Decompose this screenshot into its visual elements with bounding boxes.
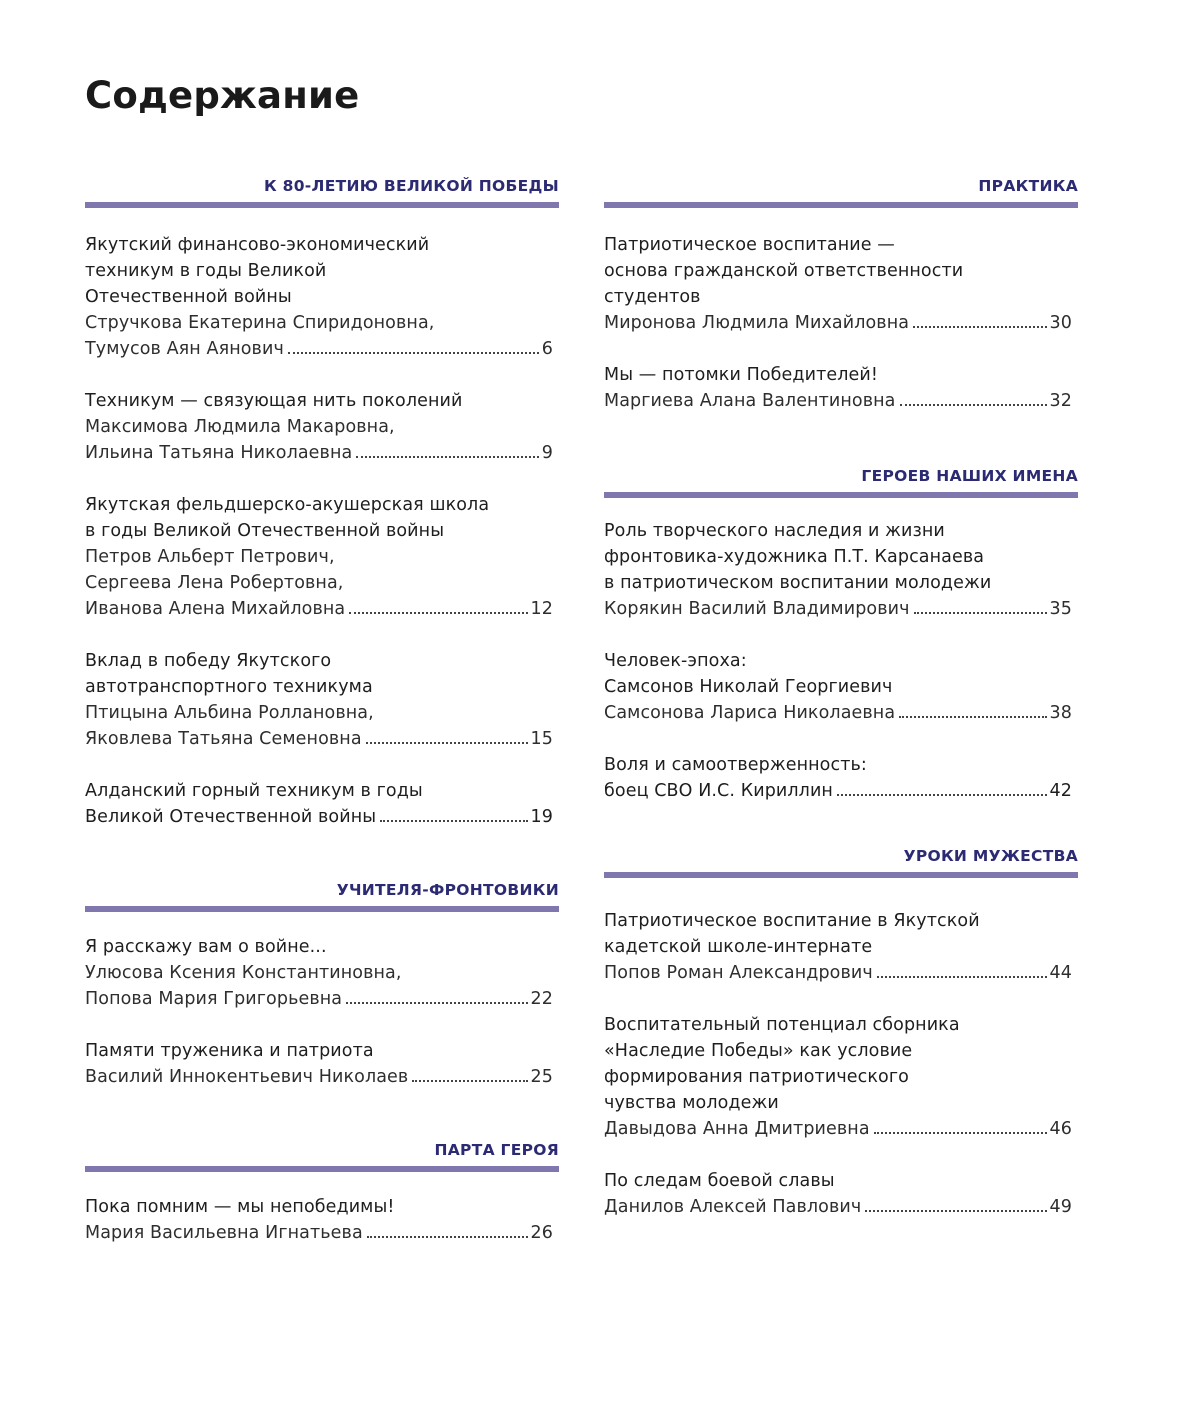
entry-leader-line: [604, 960, 1072, 986]
toc-entry[interactable]: [604, 1012, 1078, 1142]
entry-title-line: Якутская фельдшерско-акушерская школа: [85, 495, 490, 515]
dot-leader: [349, 612, 527, 614]
entry-title-line: Патриотическое воспитание в Якутской: [604, 911, 980, 931]
entry-author-line: Маргиева Алана Валентиновна: [604, 391, 896, 411]
page-number[interactable]: 38: [1049, 703, 1072, 723]
toc-entry[interactable]: [85, 778, 559, 830]
entry-title-line: Мы — потомки Победителей!: [604, 365, 878, 385]
dot-leader: [366, 742, 528, 744]
entry-title-line: автотранспортного техникума: [85, 677, 373, 697]
entry-title-line: Самсонов Николай Георгиевич: [604, 677, 893, 697]
page-number[interactable]: 42: [1049, 781, 1072, 801]
entry-author-line: Улюсова Ксения Константиновна,: [85, 963, 402, 983]
section-heading: ПРАКТИКА: [978, 177, 1078, 195]
entry-author-line: Миронова Людмила Михайловна: [604, 313, 910, 333]
dot-leader: [288, 352, 539, 354]
toc-entry[interactable]: [604, 232, 1078, 336]
dot-leader: [412, 1080, 527, 1082]
entry-title-line: Техникум — связующая нить поколений: [85, 391, 463, 411]
entry-author-line: Данилов Алексей Павлович: [604, 1197, 862, 1217]
entry-author-line: Самсонова Лариса Николаевна: [604, 703, 896, 723]
entry-title-line: «Наследие Победы» как условие: [604, 1041, 913, 1061]
entry-leader-line: [85, 1064, 553, 1090]
entry-title-line: Пока помним — мы непобедимы!: [85, 1197, 395, 1217]
page-number[interactable]: 12: [530, 599, 553, 619]
entry-leader-line: [604, 310, 1072, 336]
entry-leader-line: [85, 596, 553, 622]
entry-title-line: По следам боевой славы: [604, 1171, 835, 1191]
entry-leader-line: [604, 388, 1072, 414]
dot-leader: [877, 976, 1047, 978]
entry-leader-line: [604, 1194, 1072, 1220]
page-number[interactable]: 9: [541, 443, 553, 463]
page-number[interactable]: 49: [1049, 1197, 1072, 1217]
entry-leader-line: [85, 336, 553, 362]
toc-entry[interactable]: [604, 752, 1078, 804]
entry-author-line: Максимова Людмила Макаровна,: [85, 417, 395, 437]
section-divider-bar: [85, 1166, 559, 1172]
dot-leader: [913, 326, 1046, 328]
entry-title-line: Алданский горный техникум в годы: [85, 781, 423, 801]
section-header: [604, 176, 1078, 208]
page-number[interactable]: 32: [1049, 391, 1072, 411]
section-divider-bar: [604, 492, 1078, 498]
section-header: [604, 466, 1078, 498]
dot-leader: [914, 612, 1047, 614]
dot-leader: [900, 404, 1047, 406]
dot-leader: [837, 794, 1047, 796]
entry-author-line: Яковлева Татьяна Семеновна: [85, 729, 362, 749]
entry-author-line: Тумусов Аян Аянович: [85, 339, 284, 359]
toc-entry[interactable]: [604, 908, 1078, 986]
entry-title-line: Памяти труженика и патриота: [85, 1041, 374, 1061]
section-heading: ГЕРОЕВ НАШИХ ИМЕНА: [861, 467, 1078, 485]
toc-entry[interactable]: [85, 648, 559, 752]
entry-title-line: формирования патриотического: [604, 1067, 909, 1087]
entry-title-line: техникум в годы Великой: [85, 261, 327, 281]
section-header: [85, 1140, 559, 1172]
entry-title-line: в патриотическом воспитании молодежи: [604, 573, 992, 593]
toc-entry[interactable]: [85, 232, 559, 362]
dot-leader: [865, 1210, 1046, 1212]
toc-entry[interactable]: [85, 1038, 559, 1090]
page-number[interactable]: 30: [1049, 313, 1072, 333]
page-number[interactable]: 15: [530, 729, 553, 749]
page-number[interactable]: 44: [1049, 963, 1072, 983]
toc-entry[interactable]: [85, 1194, 559, 1246]
section-divider-bar: [604, 202, 1078, 208]
entry-leader-line: [85, 804, 553, 830]
entry-title-line: студентов: [604, 287, 701, 307]
page-number[interactable]: 35: [1049, 599, 1072, 619]
toc-entry[interactable]: [604, 518, 1078, 622]
toc-entry[interactable]: [85, 492, 559, 622]
entry-title-line: Якутский финансово-экономический: [85, 235, 430, 255]
toc-entry[interactable]: [604, 1168, 1078, 1220]
entry-author-line: Попова Мария Григорьевна: [85, 989, 343, 1009]
page-number[interactable]: 19: [530, 807, 553, 827]
toc-entry[interactable]: [604, 362, 1078, 414]
dot-leader: [874, 1132, 1047, 1134]
page-number[interactable]: 25: [530, 1067, 553, 1087]
entry-author-line: Петров Альберт Петрович,: [85, 547, 335, 567]
entry-title-line: фронтовика-художника П.Т. Карсанаева: [604, 547, 985, 567]
page-number[interactable]: 46: [1049, 1119, 1072, 1139]
entry-title-line: Вклад в победу Якутского: [85, 651, 332, 671]
entry-leader-line: [85, 1220, 553, 1246]
entry-leader-line: [604, 700, 1072, 726]
section-header: [604, 846, 1078, 878]
entry-leader-line: [85, 440, 553, 466]
entry-title-line: в годы Великой Отечественной войны: [85, 521, 445, 541]
dot-leader: [899, 716, 1046, 718]
dot-leader: [367, 1236, 528, 1238]
entry-leader-line: [604, 778, 1072, 804]
toc-entry[interactable]: [604, 648, 1078, 726]
entry-author-line: Сергеева Лена Робертовна,: [85, 573, 344, 593]
entry-author-line: Иванова Алена Михайловна: [85, 599, 346, 619]
section-heading: УЧИТЕЛЯ-ФРОНТОВИКИ: [336, 881, 559, 899]
toc-entry[interactable]: [85, 388, 559, 466]
entry-title-line: Отечественной войны: [85, 287, 292, 307]
entry-author-line: Птицына Альбина Роллановна,: [85, 703, 374, 723]
page-title: Содержание: [85, 74, 360, 117]
section-heading: К 80-ЛЕТИЮ ВЕЛИКОЙ ПОБЕДЫ: [263, 177, 559, 195]
entry-title-line: Человек-эпоха:: [604, 651, 747, 671]
entry-leader-line: [85, 726, 553, 752]
entry-title-line: боец СВО И.С. Кириллин: [604, 781, 833, 801]
section-heading: ПАРТА ГЕРОЯ: [434, 1141, 559, 1159]
entry-author-line: Василий Иннокентьевич Николаев: [85, 1067, 409, 1087]
entry-leader-line: [85, 986, 553, 1012]
entry-title-line: чувства молодежи: [604, 1093, 779, 1113]
page-number[interactable]: 22: [530, 989, 553, 1009]
entry-title-line: Патриотическое воспитание —: [604, 235, 895, 255]
entry-title-line: основа гражданской ответственности: [604, 261, 964, 281]
entry-title-line: Воспитательный потенциал сборника: [604, 1015, 960, 1035]
section-divider-bar: [85, 906, 559, 912]
section-header: [85, 176, 559, 208]
section-heading: УРОКИ МУЖЕСТВА: [903, 847, 1078, 865]
section-divider-bar: [604, 872, 1078, 878]
entry-author-line: Давыдова Анна Дмитриевна: [604, 1119, 870, 1139]
entry-title-line: Воля и самоотверженность:: [604, 755, 867, 775]
dot-leader: [380, 820, 527, 822]
entry-title-line: Роль творческого наследия и жизни: [604, 521, 945, 541]
dot-leader: [356, 456, 538, 458]
entry-author-line: Мария Васильевна Игнатьева: [85, 1223, 363, 1243]
entry-title-line: Я расскажу вам о войне...: [85, 937, 327, 957]
page-number[interactable]: 26: [530, 1223, 553, 1243]
toc-entry[interactable]: [85, 934, 559, 1012]
page-number[interactable]: 6: [541, 339, 553, 359]
section-divider-bar: [85, 202, 559, 208]
entry-leader-line: [604, 1116, 1072, 1142]
entry-title-line: Великой Отечественной войны: [85, 807, 377, 827]
entry-author-line: Ильина Татьяна Николаевна: [85, 443, 353, 463]
entry-author-line: Стручкова Екатерина Спиридоновна,: [85, 313, 435, 333]
section-header: [85, 880, 559, 912]
entry-leader-line: [604, 596, 1072, 622]
entry-title-line: кадетской школе-интернате: [604, 937, 873, 957]
entry-author-line: Корякин Василий Владимирович: [604, 599, 910, 619]
dot-leader: [346, 1002, 527, 1004]
entry-author-line: Попов Роман Александрович: [604, 963, 873, 983]
